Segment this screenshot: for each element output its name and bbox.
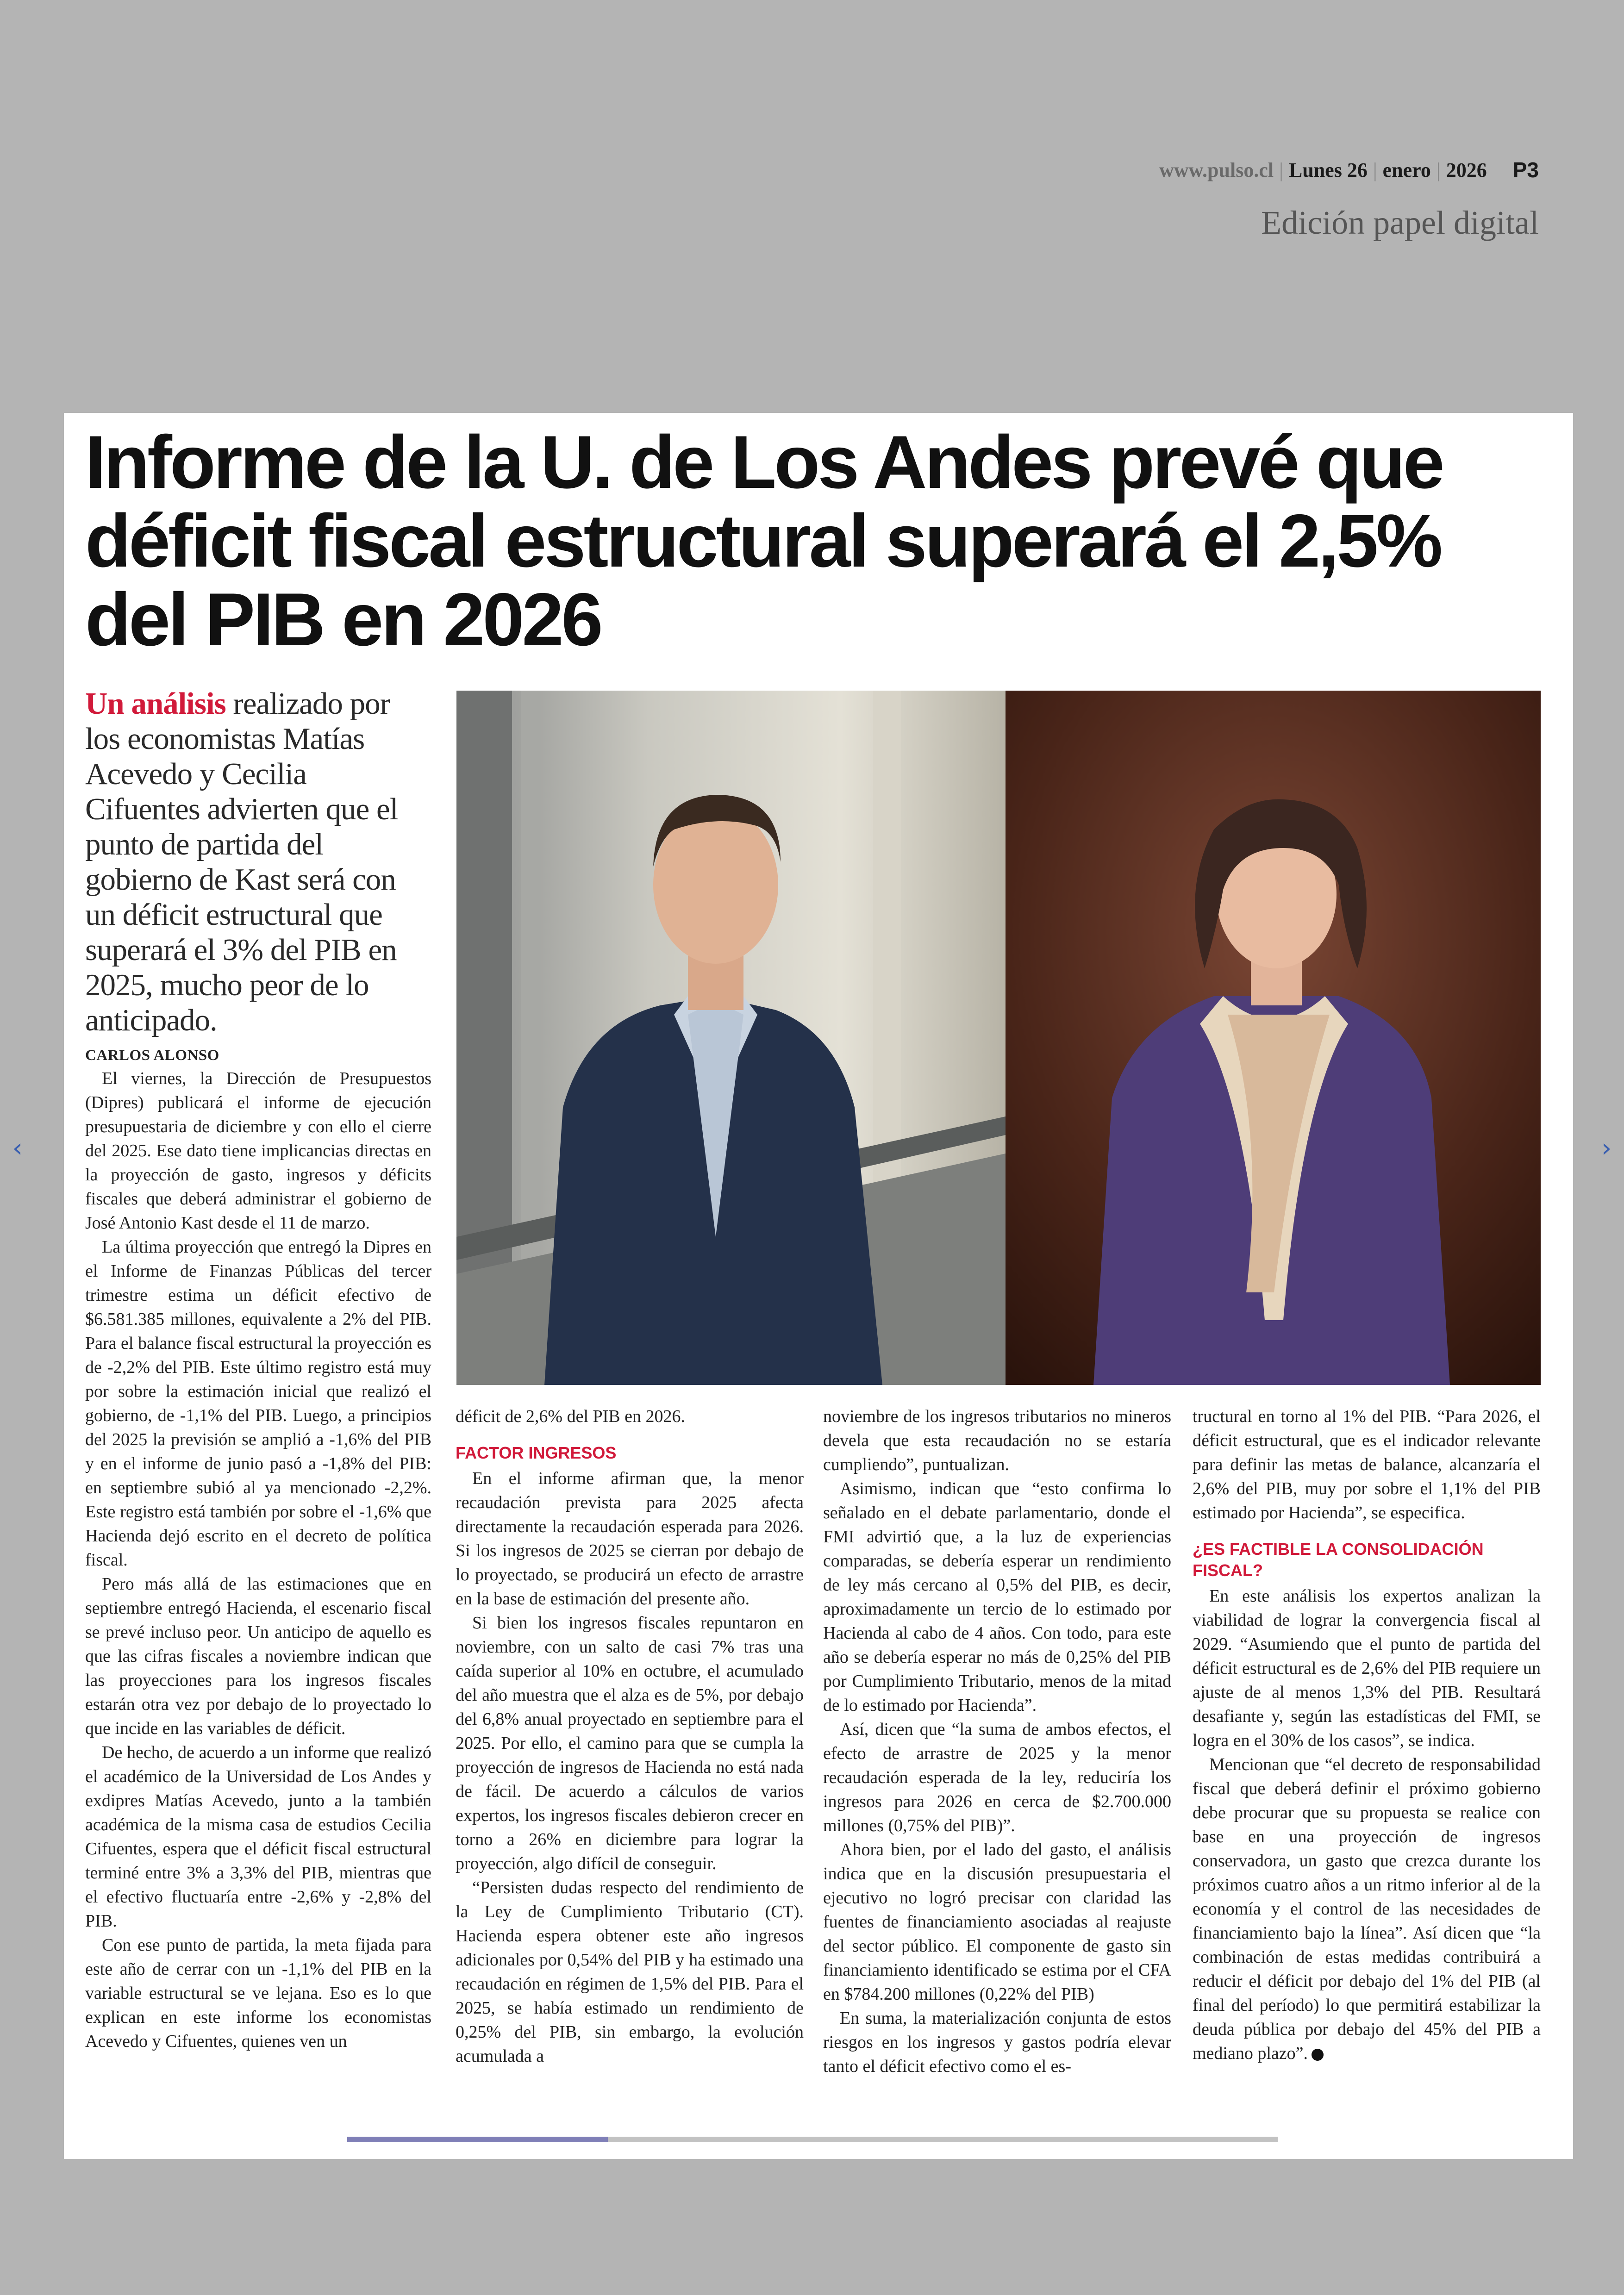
paragraph: El viernes, la Dirección de Presupuestos (Dipres) publicará el informe de ejecución presupuestaria de diciembre y con ello el cierre del 2025. Ese dato tiene implicancias directas en la proyección de gasto, ingresos y déficits fiscales que deberá administrar el gobierno de José Antonio Kast desde el 11 de marzo. [85, 1069, 431, 1233]
next-page-button[interactable] [1593, 1129, 1620, 1166]
chevron-left-icon: ‹ [12, 1133, 23, 1163]
paragraph: Asimismo, indican que “esto confirma lo señalado en el debate parlamentario, donde el FMI advirtió que, a la luz de experiencias comparadas, se debería esperar un rendimiento de ley más cercano al 0,5% del PIB, es decir, aproximadamente un tercio de lo estimado por Hacienda al cabo de 4 años. Con todo, para este año se debería esperar no más de 0,25% del PIB por Cumplimiento Tributario, menos de la mitad de lo estimado por Hacienda”. [823, 1479, 1171, 1715]
paragraph: Si bien los ingresos fiscales repuntaron en noviembre, con un salto de casi 7% tras una caída superior al 10% en octubre, el acumulado del año muestra que el alza es de 5%, por debajo del 6,8% anual proyectado en septiembre para el 2025. Por ello, el camino para que se cumpla la proyección de ingresos de Hacienda no está nada de fácil. De acuerdo a cálculos de varios expertos, los ingresos fiscales debieron crecer en torno a 26% en diciembre para lograr la proyección, algo difícil de conseguir. [456, 1613, 804, 1873]
photo-cecilia-cifuentes [1006, 691, 1541, 1385]
subheading-consolidacion-fiscal: ¿ES FACTIBLE LA CONSOLIDACIÓN FISCAL? [1193, 1540, 1484, 1580]
paragraph-continued: noviembre de los ingresos tributarios no mineros devela que esta recaudación no se estaría cumpliendo”, puntualizan. [823, 1407, 1171, 1474]
page-progress-fill [347, 2137, 608, 2142]
newspaper-page [64, 413, 1573, 2159]
masthead [1159, 157, 1539, 182]
paragraph: Ahora bien, por el lado del gasto, el análisis indica que en la discusión presupuestaria el ejecutivo no logró precisar con claridad las fuentes de financiamiento asociadas al reajuste del sector público. El componente de gasto sin financiamiento identificado se estima por el CFA en $784.200 millones (0,22% del PIB) [823, 1840, 1171, 2004]
photo-woman-illustration [1006, 691, 1541, 1385]
column-3 [823, 1404, 1171, 2078]
issue-year: 2026 [1446, 158, 1487, 181]
paragraph: En el informe afirman que, la menor recaudación prevista para 2025 afecta directamente la recaudación esperada para 2026. Si los ingresos de 2025 se cierran por debajo de lo proyectado, se producirá un efecto de arrastre en la base de estimación del presente año. [456, 1469, 804, 1609]
issue-day: Lunes 26 [1288, 158, 1368, 181]
byline: CARLOS ALONSO [85, 1047, 219, 1064]
paragraph [1193, 1752, 1541, 2065]
lede [85, 686, 428, 1038]
separator: | [1279, 158, 1283, 181]
photo-matias-acevedo [456, 691, 1006, 1385]
prev-page-button[interactable] [4, 1129, 31, 1166]
paragraph: En suma, la materialización conjunta de estos riesgos en los ingresos y gastos podría elevar tanto el déficit efectivo como el es- [823, 2008, 1171, 2076]
paragraph: Pero más allá de las estimaciones que en septiembre entregó Hacienda, el escenario fiscal se prevé incluso peor. Un anticipo de aquello es que las cifras fiscales a noviembre indican que las proyecciones para los ingresos fiscales estarán otra vez por debajo de lo proyectado lo que incide en las variables de déficit. [85, 1574, 431, 1738]
paragraph-continued: déficit de 2,6% del PIB en 2026. [456, 1407, 686, 1426]
paragraph-text: Mencionan que “el decreto de responsabilidad fiscal que deberá definir el próximo gobierno debe procurar que su propuesta se realice con base en una proyección de ingresos conservadora, un gasto que crezca durante los próximos cuatro años a un ritmo inferior al de la economía y el control de las necesidades de financiamiento bajo la línea”. Así dicen que “la combinación de estas medidas contribuirá a reducir el déficit por debajo del 1% del PIB (al final del período) lo que permitirá estabilizar la deuda pública por debajo del 45% del PIB a mediano plazo”. [1193, 1755, 1541, 2063]
page-number: P3 [1512, 158, 1539, 182]
subheading-factor-ingresos: FACTOR INGRESOS [456, 1443, 617, 1462]
paragraph: De hecho, de acuerdo a un informe que realizó el académico de la Universidad de Los Andes y exdipres Matías Acevedo, junto a la también académica de la misma casa de estudios Cecilia Cifuentes, espera que el déficit fiscal estructural terminé entre 3% a 3,3% del PIB, mientras que el efectivo fluctuaría entre -2,6% y -2,8% del PIB. [85, 1743, 431, 1931]
paragraph: Así, dicen que “la suma de ambos efectos, el efecto de arrastre de 2025 y la menor recaudación esperada de la ley, reduciría los ingresos para 2026 en cerca de $2.700.000 millones (0,75% del PIB)”. [823, 1720, 1171, 1835]
separator: | [1373, 158, 1377, 181]
paragraph: Con ese punto de partida, la meta fijada para este año de cerrar con un -1,1% del PIB en la variable estructural se ve lejana. Eso es lo que explican en este informe los economistas Acevedo y Cifuentes, quienes ven un [85, 1935, 431, 2051]
chevron-right-icon: › [1601, 1133, 1612, 1163]
headline: Informe de la U. de Los Andes prevé que déficit fiscal estructural superará el 2,5% del PIB en 2026 [85, 420, 1443, 661]
page-progress-bar[interactable] [347, 2137, 1278, 2142]
column-2 [456, 1404, 804, 2068]
paragraph: La última proyección que entregó la Dipres en el Informe de Finanzas Públicas del tercer trimestre estima un déficit efectivo de $6.581.385 millones, equivalente a 2% del PIB. Para el balance fiscal estructural la proyección es de -2,2% del PIB. Este último registro está muy por sobre la estimación inicial que realizó el gobierno, de -1,1% del PIB. Luego, a principios del 2025 la previsión se amplió a -1,6% del PIB y en el informe de junio pasó a -1,8% del PIB: en septiembre subió al ya mencionado -2,2%. Este registro está también por sobre el -1,6% que Hacienda dejó escrito en el decreto de política fiscal. [85, 1237, 432, 1570]
site-url[interactable]: www.pulso.cl [1159, 158, 1274, 181]
column-1 [85, 1066, 431, 2053]
paragraph-continued: tructural en torno al 1% del PIB. “Para 2026, el déficit estructural, que es el indicador relevante para definir las metas de balance, alcanzaría el 2,6% del PIB, muy por sobre el 1,1% del PIB estimado por Hacienda”, se especifica. [1193, 1407, 1541, 1522]
photo-man-illustration [456, 691, 1006, 1385]
end-of-article-icon [1312, 2049, 1324, 2061]
edition-label: Edición papel digital [1261, 204, 1539, 241]
column-4 [1193, 1404, 1541, 2065]
lede-text: realizado por los economistas Matías Acevedo y Cecilia Cifuentes advierten que el punto de partida del gobierno de Kast será con un déficit estructural que superará el 3% del PIB en 2025, mucho peor de lo anticipado. [85, 686, 398, 1037]
paragraph: “Persisten dudas respecto del rendimiento de la Ley de Cumplimiento Tributario (CT). Hacienda espera obtener este año ingresos adicionales por 0,54% del PIB y ha estimado una recaudación en régimen de 1,5% del PIB. Para el 2025, se había estimado un rendimiento de 0,25% del PIB, sin embargo, la evolución acumulada a [456, 1878, 804, 2066]
issue-month: enero [1382, 158, 1431, 181]
paragraph: En este análisis los expertos analizan la viabilidad de lograr la convergencia fiscal al 2029. “Asumiendo que el punto de partida del déficit estructural es de 2,6% del PIB requiere un ajuste de al menos 1,3% del PIB. Resultará desafiante y, según las estadísticas del FMI, se logra en el 30% de los casos”, se indica. [1193, 1586, 1541, 1750]
lede-kicker: Un análisis [85, 686, 226, 721]
separator: | [1436, 158, 1441, 181]
